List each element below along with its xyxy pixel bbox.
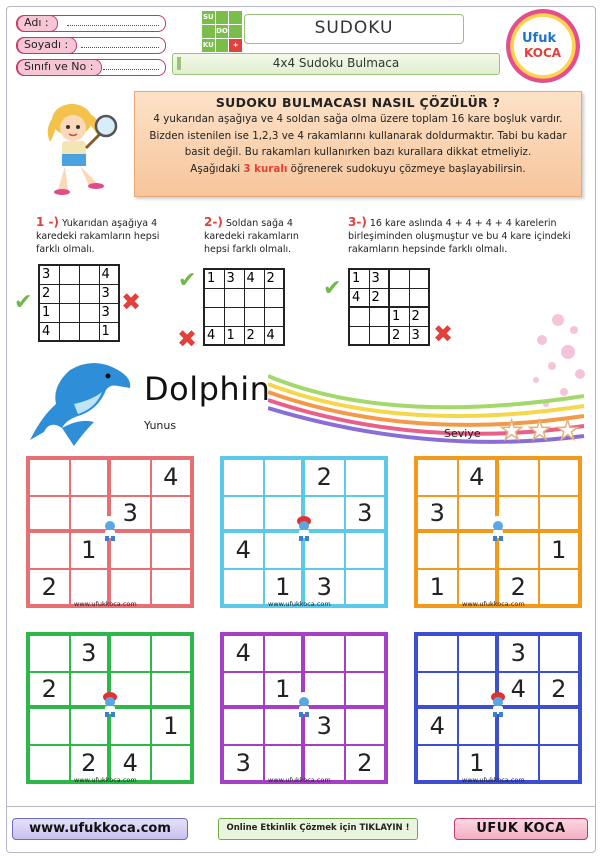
sudoku-cell[interactable] [539, 635, 580, 672]
example-cell [224, 307, 244, 326]
example-cell [59, 322, 79, 341]
brand-logo[interactable]: Ufuk KOCA [506, 9, 580, 83]
level-star-icon: ★ [556, 416, 580, 446]
sudoku-cell[interactable]: 3 [223, 745, 264, 782]
sudoku-cell[interactable] [417, 745, 458, 782]
page-title: SUDOKU [244, 14, 464, 44]
name-label: Adı : [17, 15, 58, 32]
sudoku-cell[interactable] [223, 569, 264, 606]
example-cell [369, 326, 389, 345]
example-cell [59, 265, 79, 284]
sudoku-puzzle-4[interactable] [26, 632, 194, 784]
example-cell: 3 [409, 326, 429, 345]
website-link[interactable]: www.ufukkoca.com [12, 818, 188, 840]
cross-icon: ✖ [433, 320, 454, 348]
example-cell: 1 [99, 322, 119, 341]
sudoku-cell[interactable] [264, 635, 305, 672]
sudoku-cell[interactable] [264, 459, 305, 496]
how-to-line-2: Bizden istenilen ise 1,2,3 ve 4 rakamlarını kullanarak doldurmaktır. Tabi bu kadar [149, 129, 567, 142]
sudoku-cell[interactable] [417, 635, 458, 672]
sudoku-cell[interactable] [539, 745, 580, 782]
rule-3-text: 3-) 16 kare aslında 4 + 4 + 4 + 4 karelerin birleşiminden oluşmuştur ve bu 4 kare içindeki rakamların hepsinde farklı olmalı. [348, 215, 571, 255]
example-cell: 4 [204, 326, 224, 345]
site-watermark: www.ufukkoca.com [74, 776, 137, 784]
example-cell [204, 307, 224, 326]
sudoku-logo: SU DO KU + [202, 11, 242, 51]
sudoku-cell[interactable]: 1 [70, 532, 111, 569]
sudoku-cell[interactable] [151, 569, 192, 606]
sudoku-cell[interactable] [539, 496, 580, 533]
smurf-mascot-icon [293, 516, 315, 542]
name-field[interactable] [16, 15, 166, 32]
how-to-heading: SUDOKU BULMACASI NASIL ÇÖZÜLÜR ? [215, 95, 501, 110]
sudoku-cell[interactable] [458, 635, 499, 672]
sudoku-cell[interactable] [223, 459, 264, 496]
site-watermark: www.ufukkoca.com [462, 776, 525, 784]
smurf-mascot-icon [293, 692, 315, 718]
sudoku-cell[interactable]: 4 [151, 459, 192, 496]
example-cell: 4 [99, 265, 119, 284]
example-cell: 3 [99, 284, 119, 303]
sudoku-cell[interactable] [151, 745, 192, 782]
sudoku-cell[interactable]: 2 [539, 672, 580, 709]
sudoku-cell[interactable] [539, 708, 580, 745]
sudoku-cell[interactable] [539, 459, 580, 496]
sudoku-cell[interactable] [110, 459, 151, 496]
example-cell [59, 303, 79, 322]
sudoku-cell[interactable]: 4 [223, 532, 264, 569]
smurf-mascot-icon [99, 516, 121, 542]
example-cell [264, 288, 284, 307]
example-cell: 3 [224, 269, 244, 288]
smurf-mascot-icon [487, 516, 509, 542]
sudoku-puzzle-5[interactable] [220, 632, 388, 784]
footer-divider [6, 806, 596, 807]
sudoku-cell[interactable]: 3 [304, 708, 345, 745]
example-cell: 1 [224, 326, 244, 345]
sudoku-cell[interactable] [345, 672, 386, 709]
how-to-line-1: 4 yukarıdan aşağıya ve 4 soldan sağa olma üzere toplam 16 kare boşluk vardır. [153, 113, 563, 125]
girl-magnifier-illustration [40, 98, 130, 196]
cross-icon: ✖ [121, 288, 142, 316]
sudoku-cell[interactable] [29, 459, 70, 496]
example-cell: 4 [39, 322, 59, 341]
site-watermark: www.ufukkoca.com [268, 776, 331, 784]
example-cell [349, 307, 369, 326]
sudoku-cell[interactable]: 3 [70, 635, 111, 672]
class-no-field[interactable] [16, 59, 166, 76]
sudoku-cell[interactable] [223, 496, 264, 533]
example-cell: 3 [369, 269, 389, 288]
example-cell [244, 307, 264, 326]
example-cell: 1 [349, 269, 369, 288]
example-cell: 2 [264, 269, 284, 288]
example-cell [79, 322, 99, 341]
sudoku-cell[interactable]: 2 [345, 745, 386, 782]
dolphin-icon [22, 356, 134, 448]
example-cell [224, 288, 244, 307]
surname-label: Soyadı : [17, 37, 77, 54]
sudoku-puzzle-3[interactable] [414, 456, 582, 608]
level-star-icon: ★ [500, 416, 524, 446]
example-cell: 2 [389, 326, 409, 345]
sudoku-cell[interactable] [417, 672, 458, 709]
sudoku-cell[interactable]: 1 [417, 569, 458, 606]
example-cell: 3 [99, 303, 119, 322]
check-icon: ✔ [178, 268, 197, 293]
sudoku-puzzle-6[interactable] [414, 632, 582, 784]
example-cell [79, 303, 99, 322]
check-icon: ✔ [14, 290, 33, 315]
example-cell: 1 [389, 307, 409, 326]
sudoku-cell[interactable]: 3 [498, 635, 539, 672]
sudoku-cell[interactable]: 2 [29, 672, 70, 709]
example-cell [264, 307, 284, 326]
sudoku-cell[interactable] [304, 635, 345, 672]
site-watermark: www.ufukkoca.com [74, 600, 137, 608]
example-cell: 4 [349, 288, 369, 307]
example-cell: 3 [39, 265, 59, 284]
sudoku-cell[interactable] [417, 459, 458, 496]
sudoku-cell[interactable]: 4 [498, 672, 539, 709]
level-label: Seviye [444, 427, 481, 440]
sudoku-cell[interactable]: 2 [498, 569, 539, 606]
sudoku-cell[interactable] [29, 532, 70, 569]
sudoku-cell[interactable]: 3 [417, 496, 458, 533]
example-cell: 2 [244, 326, 264, 345]
sudoku-cell[interactable] [539, 569, 580, 606]
check-icon: ✔ [323, 276, 342, 301]
sudoku-cell[interactable] [223, 672, 264, 709]
sudoku-cell[interactable] [151, 672, 192, 709]
sudoku-cell[interactable]: 1 [264, 672, 305, 709]
rule-3-example-grid [348, 268, 430, 346]
sudoku-cell[interactable]: 3 [345, 496, 386, 533]
example-cell: 4 [264, 326, 284, 345]
cross-icon: ✖ [177, 325, 198, 353]
example-cell [204, 288, 224, 307]
how-to-solve-box [134, 91, 582, 197]
sudoku-cell[interactable] [417, 532, 458, 569]
sudoku-cell[interactable]: 1 [458, 745, 499, 782]
sudoku-cell[interactable]: 1 [539, 532, 580, 569]
sudoku-cell[interactable] [29, 635, 70, 672]
example-cell [79, 284, 99, 303]
sudoku-cell[interactable] [345, 569, 386, 606]
site-watermark: www.ufukkoca.com [462, 600, 525, 608]
sudoku-cell[interactable]: 3 [110, 496, 151, 533]
sudoku-cell[interactable] [70, 459, 111, 496]
how-to-line-3: basit değil. Bu rakamları kullanırken bazı kurallara dikkat etmeliyiz. [184, 146, 532, 158]
example-cell: 2 [369, 288, 389, 307]
smurf-mascot-icon [487, 692, 509, 718]
puzzle-theme-subtitle: Yunus [144, 419, 177, 432]
page-subtitle: 4x4 Sudoku Bulmaca [172, 53, 500, 75]
example-cell [409, 269, 429, 288]
rule-2-example-grid [203, 268, 285, 346]
sudoku-cell[interactable] [498, 459, 539, 496]
example-cell: 2 [409, 307, 429, 326]
example-cell: 1 [39, 303, 59, 322]
sudoku-cell[interactable]: 4 [458, 459, 499, 496]
example-cell [369, 307, 389, 326]
sudoku-puzzle-1[interactable] [26, 456, 194, 608]
example-cell [389, 269, 409, 288]
sudoku-cell[interactable]: 4 [223, 635, 264, 672]
sudoku-cell[interactable] [223, 708, 264, 745]
sudoku-cell[interactable] [345, 532, 386, 569]
class-no-label: Sınıfı ve No : [17, 59, 102, 76]
sudoku-cell[interactable] [345, 708, 386, 745]
site-watermark: www.ufukkoca.com [268, 600, 331, 608]
sudoku-puzzle-2[interactable] [220, 456, 388, 608]
example-cell [59, 284, 79, 303]
sudoku-cell[interactable] [29, 496, 70, 533]
sudoku-cell[interactable]: 2 [70, 745, 111, 782]
rule-1-text: 1 -) Yukarıdan aşağıya 4 karedeki rakamların hepsi farklı olmalı. [36, 215, 160, 255]
example-cell [409, 288, 429, 307]
sudoku-cell[interactable]: 4 [110, 745, 151, 782]
sudoku-cell[interactable] [151, 496, 192, 533]
rule-2-text: 2-) Soldan sağa 4 karedeki rakamların hepsi farklı olmalı. [204, 215, 299, 255]
sudoku-cell[interactable] [345, 635, 386, 672]
example-cell [244, 288, 264, 307]
sudoku-cell[interactable]: 4 [417, 708, 458, 745]
sudoku-cell[interactable] [151, 532, 192, 569]
online-activity-button[interactable]: Online Etkinlik Çözmek için TIKLAYIN ! [218, 818, 418, 840]
sudoku-cell[interactable] [151, 635, 192, 672]
sudoku-cell[interactable]: 1 [264, 569, 305, 606]
sudoku-cell[interactable] [29, 745, 70, 782]
how-to-line-4: Aşağıdaki 3 kuralı öğrenerek sudokuyu çözmeye başlayabilirsin. [190, 162, 526, 175]
sudoku-cell[interactable]: 3 [304, 569, 345, 606]
sudoku-cell[interactable]: 2 [29, 569, 70, 606]
example-cell [79, 265, 99, 284]
example-cell [349, 326, 369, 345]
sudoku-cell[interactable] [110, 635, 151, 672]
sudoku-cell[interactable]: 2 [304, 459, 345, 496]
sudoku-cell[interactable]: 1 [151, 708, 192, 745]
rule-1-example-grid [38, 264, 120, 342]
example-cell: 4 [244, 269, 264, 288]
example-cell: 1 [204, 269, 224, 288]
puzzle-theme-title: Dolphin [144, 370, 271, 408]
sudoku-cell[interactable] [345, 459, 386, 496]
surname-field[interactable] [16, 37, 166, 54]
level-star-icon: ★ [528, 416, 552, 446]
smurf-mascot-icon [99, 692, 121, 718]
author-button[interactable]: UFUK KOCA [454, 818, 588, 840]
example-cell [389, 288, 409, 307]
example-cell: 2 [39, 284, 59, 303]
sudoku-cell[interactable] [29, 708, 70, 745]
